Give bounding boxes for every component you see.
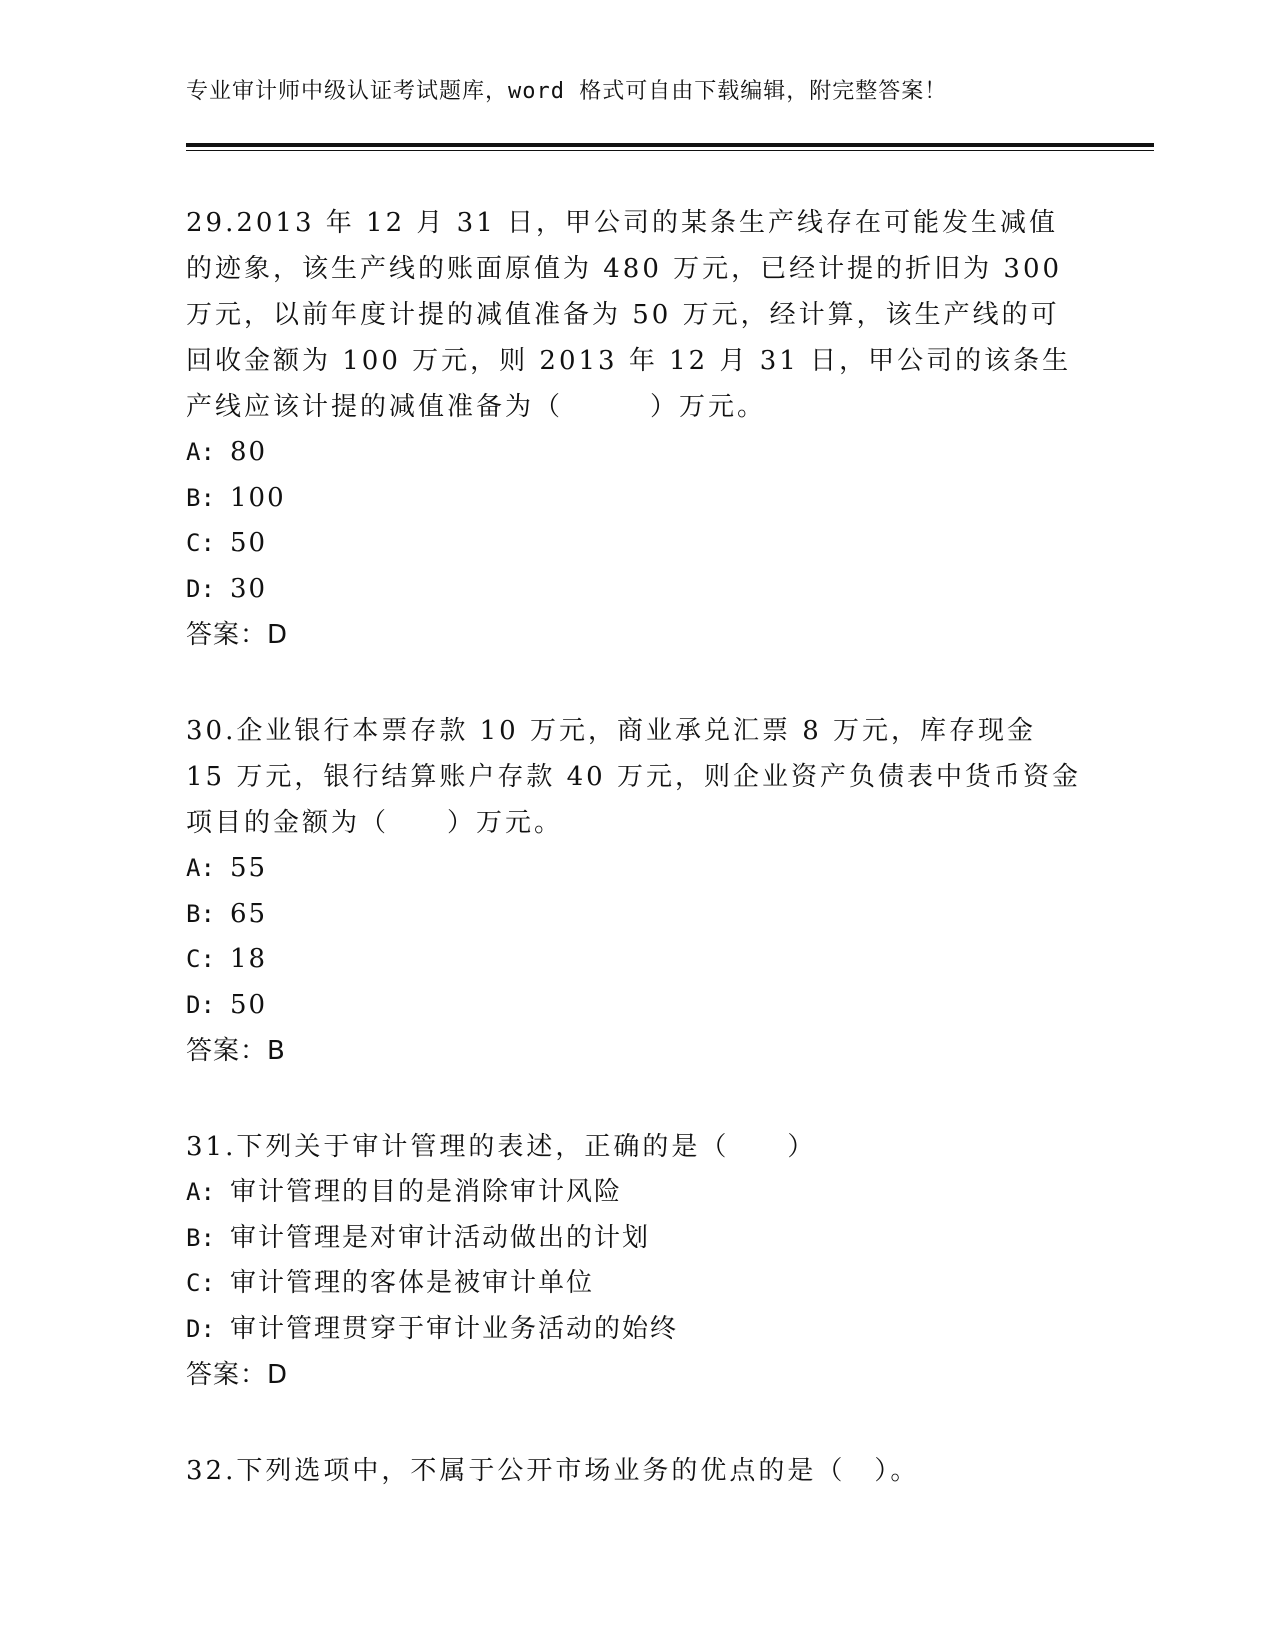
option-text: 50 [230, 989, 268, 1020]
option-a [186, 1170, 1086, 1216]
option-b [186, 892, 1086, 938]
option-label: D: [186, 1314, 215, 1343]
question-30 [186, 708, 1086, 1074]
option-label: D: [186, 574, 215, 603]
option-text: 30 [230, 573, 268, 604]
question-stem: 31.下列关于审计管理的表述，正确的是（ ） [186, 1132, 817, 1162]
option-b [186, 1216, 1086, 1262]
option-text: 100 [230, 482, 286, 513]
option-label: C: [186, 945, 215, 973]
header-rule-thick [186, 143, 1154, 147]
option-c [186, 937, 1086, 983]
option-text: 80 [230, 437, 268, 467]
answer: 答案：D [186, 1360, 289, 1390]
option-label: C: [186, 529, 215, 557]
option-label: A: [186, 438, 215, 466]
option-d [186, 1307, 1086, 1353]
option-b [186, 476, 1086, 522]
option-text: 审计管理贯穿于审计业务活动的始终 [230, 1313, 679, 1344]
header-rule-thin [186, 150, 1154, 151]
option-text: 65 [230, 898, 268, 929]
option-text: 18 [230, 944, 268, 974]
option-text: 审计管理的客体是被审计单位 [230, 1268, 595, 1298]
option-label: C: [186, 1269, 215, 1297]
question-stem: 29.2013 年 12 月 31 日，甲公司的某条生产线存在可能发生减值的迹象，该生产线的账面原值为 480 万元，已经计提的折旧为 300 万元，以前年度计提的减值准备为 50 万元，经计算，该生产线的可回收金额为 100 万元，则 2013 年 12 月 31 日，甲公司的该条生产线应该计提的减值准备为（ ）万元。 [186, 208, 1072, 422]
option-text: 审计管理的目的是消除审计风险 [230, 1177, 623, 1207]
option-c [186, 521, 1086, 567]
question-list [186, 200, 1086, 1544]
question-31 [186, 1124, 1086, 1398]
option-text: 50 [230, 528, 268, 558]
option-a [186, 846, 1086, 892]
option-c [186, 1261, 1086, 1307]
question-29 [186, 200, 1086, 658]
option-label: B: [186, 1223, 215, 1252]
option-a [186, 430, 1086, 476]
document-header: 专业审计师中级认证考试题库，word 格式可自由下载编辑，附完整答案！ [186, 79, 948, 104]
question-stem: 32.下列选项中，不属于公开市场业务的优点的是（ ）。 [186, 1456, 920, 1486]
answer: 答案：D [186, 620, 289, 650]
option-label: B: [186, 899, 215, 928]
option-label: A: [186, 1178, 215, 1206]
option-text: 审计管理是对审计活动做出的计划 [230, 1222, 651, 1253]
option-label: D: [186, 990, 215, 1019]
option-label: A: [186, 854, 215, 882]
option-text: 55 [230, 853, 268, 883]
option-d [186, 567, 1086, 613]
question-32 [186, 1448, 1086, 1494]
question-stem: 30.企业银行本票存款 10 万元，商业承兑汇票 8 万元，库存现金 15 万元，银行结算账户存款 40 万元，则企业资产负债表中货币资金项目的金额为（ ）万元。 [186, 716, 1081, 838]
answer: 答案：B [186, 1036, 286, 1066]
option-label: B: [186, 483, 215, 512]
option-d [186, 983, 1086, 1029]
